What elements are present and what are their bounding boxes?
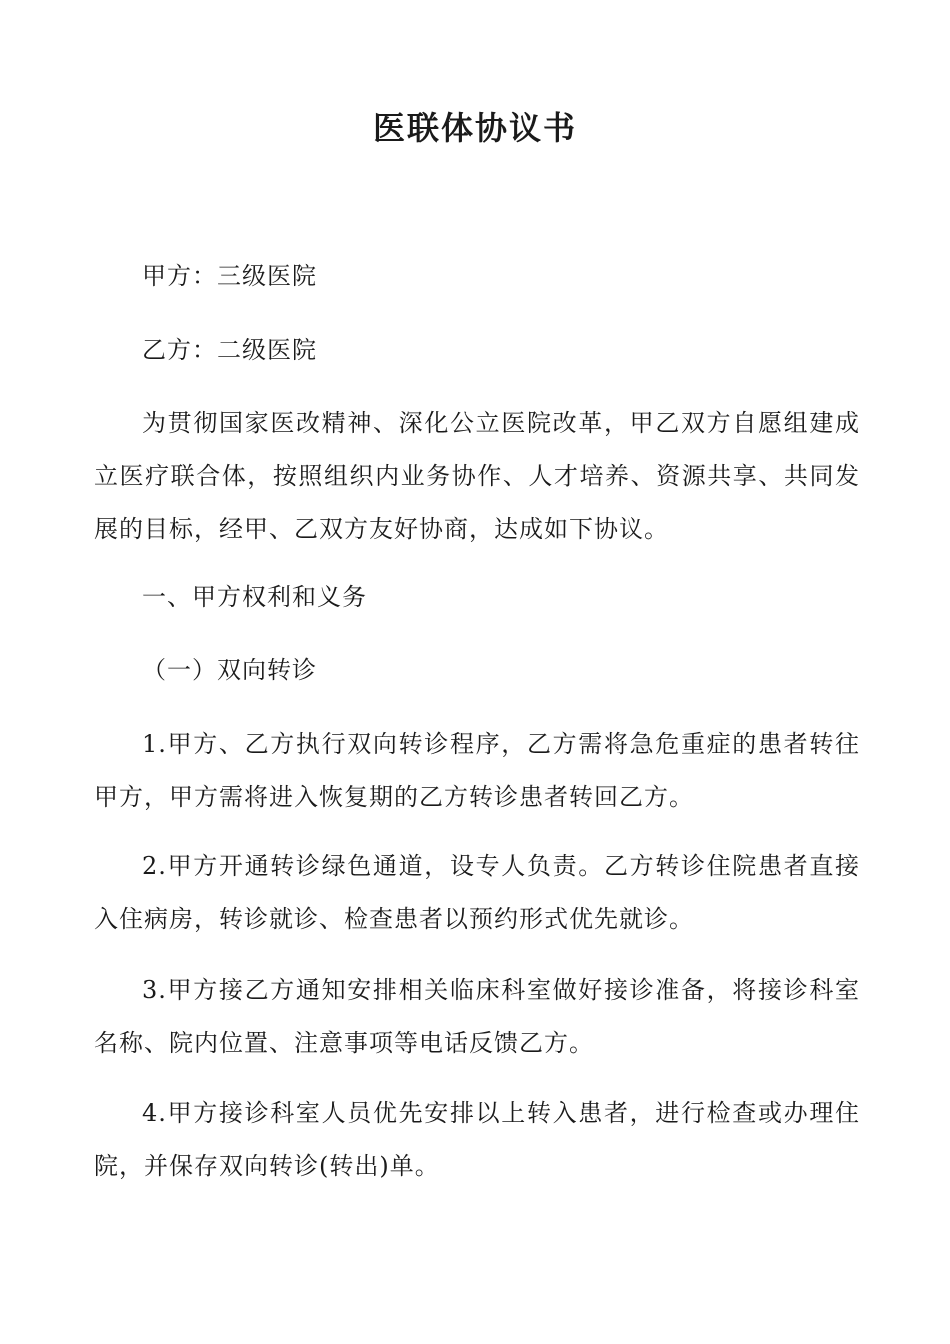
party-a-paragraph: 甲方：三级医院 [142,262,317,290]
document-title: 医联体协议书 [372,109,577,147]
preamble-paragraph: 为贯彻国家医改精神、深化公立医院改革，甲乙双方自愿组建成立医疗联合体，按照组织内业务协作、人才培养、资源共享、共同发展的目标，经甲、乙双方友好协商，达成如下协议。 [94,409,860,543]
party-b-paragraph: 乙方：二级医院 [142,336,317,364]
clause-3-paragraph: 3.甲方接乙方通知安排相关临床科室做好接诊准备，将接诊科室名称、院内位置、注意事项等电话反馈乙方。 [94,976,860,1057]
clause-2-paragraph: 2.甲方开通转诊绿色通道，设专人负责。乙方转诊住院患者直接入住病房，转诊就诊、检查患者以预约形式优先就诊。 [94,852,860,933]
clause-1-paragraph: 1.甲方、乙方执行双向转诊程序，乙方需将急危重症的患者转往甲方，甲方需将进入恢复期的乙方转诊患者转回乙方。 [94,730,860,811]
clause-4-paragraph: 4.甲方接诊科室人员优先安排以上转入患者，进行检查或办理住院，并保存双向转诊(转出)单。 [94,1099,860,1180]
subsection-heading: （一）双向转诊 [142,656,317,684]
section-heading: 一、甲方权利和义务 [142,583,367,611]
